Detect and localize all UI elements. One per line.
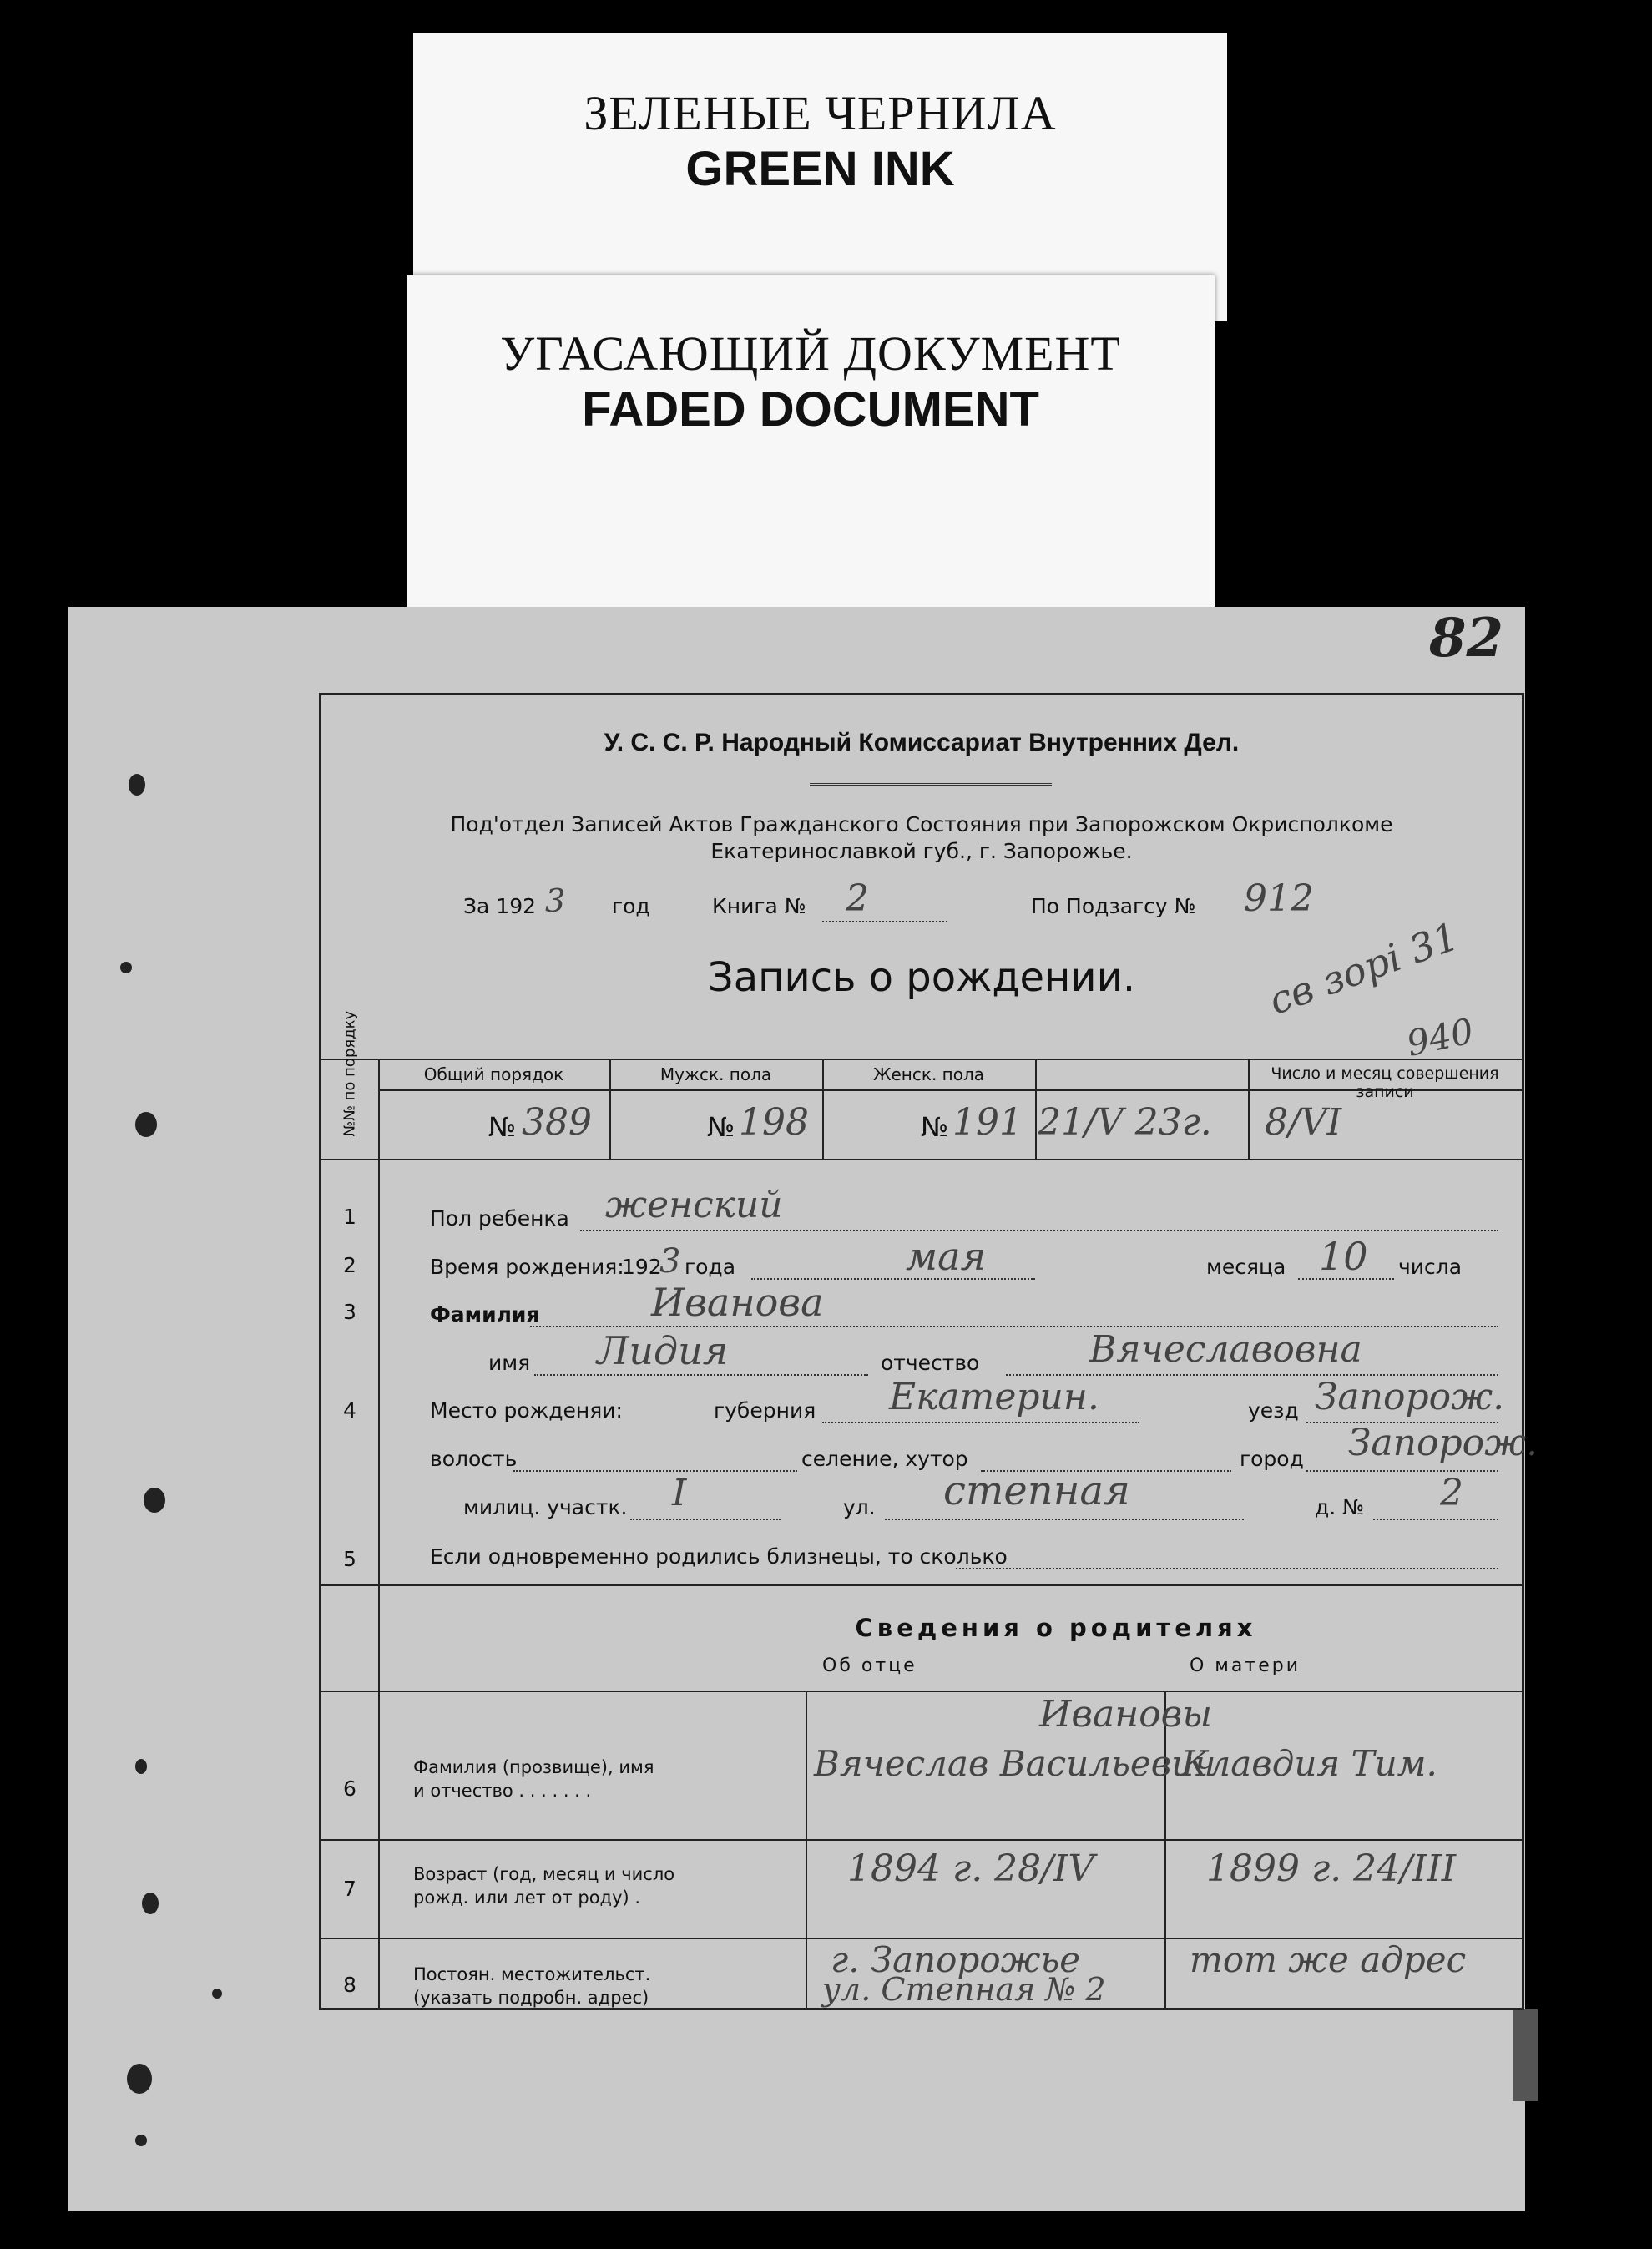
parent-name-label-2: и отчество . . . . . . . — [413, 1781, 592, 1801]
parents-surname: Ивановы — [1039, 1693, 1213, 1736]
record-date: 21/V 23г. — [1038, 1101, 1212, 1144]
subsection-label: По Подзагсу № — [1031, 894, 1196, 918]
col-female: Женск. пола — [872, 1064, 985, 1084]
father-residence-2: ул. Степная № 2 — [822, 1971, 1106, 2008]
punch-hole — [142, 1893, 159, 1914]
name-line — [534, 1374, 868, 1376]
uezd-value: Запорож. — [1315, 1376, 1505, 1418]
birth-record-form — [319, 693, 1538, 2010]
margin-number: 940 — [1402, 1010, 1478, 1064]
patronymic-value: Вячеславовна — [1089, 1328, 1362, 1371]
faded-document-notice — [407, 275, 1215, 609]
father-residence-1: г. Запорожье — [831, 1939, 1081, 1980]
father-heading: Об отце — [822, 1655, 917, 1676]
gubernia-line — [822, 1422, 1139, 1423]
month-label: месяца — [1206, 1255, 1286, 1279]
col-date: Число и месяц совершения записи — [1271, 1064, 1499, 1101]
table-line — [1035, 1059, 1037, 1159]
father-name: Вячеслав Васильевич — [814, 1743, 1216, 1784]
day-line — [1298, 1278, 1394, 1280]
street-value: степная — [943, 1468, 1130, 1514]
form-header-1: У. С. С. Р. Народный Комиссариат Внутренних Дел. — [604, 729, 1240, 756]
table-line — [321, 1059, 1522, 1060]
street-label: ул. — [843, 1495, 876, 1519]
page-number: 82 — [1429, 607, 1504, 670]
city-line — [1306, 1470, 1498, 1472]
birth-year-prefix: 192 — [622, 1255, 662, 1279]
record-date-2: 8/VI — [1265, 1101, 1341, 1144]
row-number: 2 — [343, 1253, 356, 1277]
city-label: город — [1240, 1447, 1304, 1471]
twins-label: Если одновременно родились близнецы, то сколько — [430, 1544, 1008, 1569]
birth-day: 10 — [1319, 1234, 1368, 1279]
col-male: Мужск. пола — [659, 1064, 772, 1084]
surname-label: Фамилия — [430, 1302, 540, 1327]
age-label-2: рожд. или лет от роду) . — [413, 1888, 641, 1908]
faded-ru: УГАСАЮЩИЙ ДОКУМЕНТ — [500, 326, 1121, 381]
punch-hole — [212, 1989, 222, 1999]
year-suffix: год — [612, 894, 650, 918]
row-number: 7 — [343, 1877, 356, 1901]
punch-hole — [144, 1488, 165, 1513]
city-value: Запорож. — [1348, 1422, 1538, 1464]
year-value: 3 — [545, 882, 566, 919]
uezd-label: уезд — [1248, 1398, 1299, 1423]
document-page — [68, 607, 1538, 2211]
row-number: 8 — [343, 1973, 356, 1997]
header-divider — [810, 783, 1052, 786]
mother-residence: тот же адрес — [1190, 1939, 1467, 1980]
table-line — [321, 1839, 1522, 1841]
form-header-3: Екатеринославкой губ., г. Запорожье. — [710, 839, 1133, 863]
village-label: селение, хутор — [801, 1447, 968, 1471]
female-prefix: № — [921, 1111, 949, 1143]
mother-name: Клавдия Тим. — [1181, 1743, 1437, 1784]
militia-label: милиц. участк. — [463, 1495, 628, 1519]
general-number: 389 — [522, 1101, 592, 1144]
torn-edge — [1513, 2009, 1538, 2101]
birth-label: Время рождения: — [430, 1255, 624, 1279]
book-value: 2 — [846, 877, 869, 920]
surname-line — [530, 1326, 1498, 1327]
gubernia-label: губерния — [714, 1398, 816, 1423]
row-number: 1 — [343, 1205, 356, 1229]
punch-hole — [127, 2064, 152, 2094]
militia-line — [630, 1519, 781, 1520]
row-number: 4 — [343, 1398, 356, 1423]
father-age: 1894 г. 28/IV — [847, 1847, 1095, 1890]
punch-hole — [135, 2135, 147, 2146]
birth-year: 3 — [659, 1242, 681, 1281]
surname-value: Иванова — [651, 1280, 824, 1325]
parent-name-label-1: Фамилия (прозвище), имя — [413, 1757, 654, 1777]
punch-hole — [129, 774, 145, 796]
twins-line — [956, 1568, 1498, 1569]
male-number: 198 — [739, 1101, 809, 1144]
row-number: 5 — [343, 1547, 356, 1571]
green-ink-en: GREEN INK — [685, 142, 955, 196]
house-value: 2 — [1440, 1472, 1463, 1514]
faded-en: FADED DOCUMENT — [582, 382, 1039, 437]
place-label: Место рожденяи: — [430, 1398, 623, 1423]
row-number: 3 — [343, 1300, 356, 1324]
mother-age: 1899 г. 24/III — [1206, 1847, 1457, 1890]
house-line — [1373, 1519, 1498, 1520]
col-general: Общий порядок — [423, 1064, 564, 1084]
house-label: д. № — [1315, 1495, 1365, 1519]
col-order: №№ по порядку — [341, 1010, 359, 1137]
sex-label: Пол ребенка — [430, 1206, 569, 1231]
birth-month: мая — [906, 1234, 987, 1279]
volost-label: волость — [430, 1447, 518, 1471]
green-ink-ru: ЗЕЛЕНЫЕ ЧЕРНИЛА — [584, 86, 1057, 140]
table-line — [321, 1691, 1522, 1692]
row-number: 6 — [343, 1776, 356, 1801]
general-prefix: № — [488, 1111, 517, 1143]
punch-hole — [135, 1112, 157, 1137]
male-prefix: № — [707, 1111, 735, 1143]
table-line — [378, 1059, 380, 2008]
margin-note: св зорі 31 — [1262, 913, 1465, 1023]
patronymic-label: отчество — [881, 1351, 980, 1375]
volost-line — [513, 1470, 797, 1472]
year-label: За 192 — [463, 894, 537, 918]
residence-label-2: (указать подробн. адрес) — [413, 1988, 649, 2008]
street-line — [885, 1519, 1244, 1520]
sex-line — [580, 1230, 1498, 1231]
age-label-1: Возраст (год, месяц и число — [413, 1864, 675, 1884]
book-line — [822, 921, 947, 922]
name-value: Лидия — [597, 1328, 729, 1373]
female-number: 191 — [952, 1101, 1023, 1144]
residence-label-1: Постоян. местожительст. — [413, 1964, 651, 1984]
birth-year-suffix: года — [685, 1255, 736, 1279]
form-title: Запись о рождении. — [707, 954, 1136, 1001]
militia-value: I — [672, 1472, 687, 1514]
book-label: Книга № — [712, 894, 806, 918]
sex-value: женский — [605, 1184, 783, 1226]
punch-hole — [120, 962, 132, 973]
name-label: имя — [488, 1351, 531, 1375]
subsection-value: 912 — [1244, 877, 1314, 920]
day-label: числа — [1398, 1255, 1463, 1279]
table-line — [1164, 1691, 1166, 2008]
gubernia-value: Екатерин. — [889, 1376, 1099, 1418]
form-header-2: Под'отдел Записей Актов Гражданского Состояния при Запорожском Окрисполкоме — [450, 812, 1393, 836]
punch-hole — [135, 1759, 147, 1774]
table-line — [321, 1159, 1522, 1160]
table-line — [806, 1691, 807, 2008]
mother-heading: О матери — [1190, 1655, 1301, 1676]
table-line — [321, 1584, 1522, 1586]
parents-heading: Сведения о родителях — [855, 1614, 1257, 1642]
